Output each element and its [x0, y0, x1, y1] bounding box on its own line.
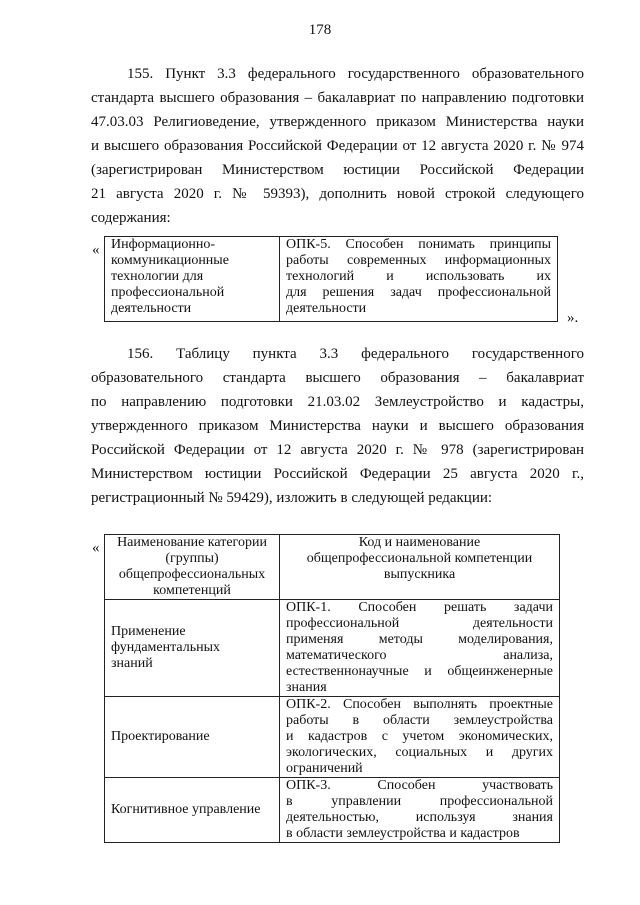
- header-category: [105, 535, 280, 600]
- cell-line: компетенций: [153, 583, 231, 598]
- cell-line: коммуникационные: [111, 253, 229, 268]
- cell-line: выпускника: [383, 567, 456, 582]
- cell-line: деятельностью, используя знания: [286, 810, 553, 825]
- cell-line: профессиональной деятельности: [286, 616, 553, 631]
- text-line: Министерством юстиции Российской Федерации 25 августа 2020 г.,: [91, 466, 584, 482]
- quote-open: «: [92, 242, 100, 258]
- text-line: образовательного стандарта высшего образования – бакалавриат: [91, 370, 584, 386]
- cell-line: математического анализа,: [286, 648, 553, 663]
- competence-cell: [280, 237, 558, 322]
- cell-line: знания: [286, 680, 327, 695]
- cell-line: в управлении профессиональной: [286, 794, 553, 809]
- category-cell: [105, 600, 280, 697]
- cell-line: Информационно-: [111, 237, 216, 252]
- category-cell: [105, 237, 280, 322]
- cell-line: применяя методы моделирования,: [286, 632, 553, 647]
- cell-line: ограничений: [286, 761, 363, 776]
- table-addition-155: [104, 236, 558, 322]
- cell-line: (группы): [165, 551, 219, 566]
- cell-line: Наименование категории: [117, 535, 267, 550]
- cell-line: технологий и использовать их: [286, 269, 551, 284]
- text-line: по направлению подготовки 21.03.02 Землеустройство и кадастры,: [91, 394, 584, 410]
- cell-line: для решения задач профессиональной: [286, 285, 551, 300]
- text-line: 155. Пункт 3.3 федерального государственного образовательного: [127, 66, 584, 82]
- cell-line: ОПК-3. Способен участвовать: [286, 778, 553, 793]
- cell-line: Применение: [111, 624, 186, 639]
- paragraph-155: [91, 62, 584, 230]
- table-competencies-156: [104, 534, 560, 843]
- page-number: 178: [308, 22, 332, 38]
- table-row: [105, 778, 560, 843]
- cell-line: фундаментальных: [111, 640, 221, 655]
- header-competence: [280, 535, 560, 600]
- text-line: стандарта высшего образования – бакалавриат по направлению подготовки: [91, 90, 584, 106]
- text-line: регистрационный № 59429), изложить в следующей редакции:: [91, 490, 493, 506]
- cell-line: общепрофессиональной компетенции: [306, 551, 533, 566]
- cell-line: естественнонаучные и общеинженерные: [286, 664, 553, 679]
- text-line: 47.03.03 Религиоведение, утвержденного приказом Министерства науки: [91, 114, 584, 130]
- table-header-row: [105, 535, 560, 600]
- text-line: Российской Федерации от 12 августа 2020 г. № 978 (зарегистрирован: [91, 442, 584, 458]
- competence-cell: [280, 697, 560, 778]
- cell-line: деятельности: [111, 301, 192, 316]
- text-line: утвержденного приказом Министерства науки и высшего образования: [91, 418, 584, 434]
- competence-cell: [280, 600, 560, 697]
- cell-line: Проектирование: [111, 729, 210, 744]
- cell-line: технологии для: [111, 269, 204, 284]
- cell-line: Когнитивное управление: [111, 802, 261, 817]
- cell-line: и кадастров с учетом экономических,: [286, 729, 553, 744]
- text-line: 156. Таблицу пункта 3.3 федерального государственного: [127, 346, 584, 362]
- quote-close: ».: [567, 310, 579, 326]
- cell-line: работы в области землеустройства: [286, 713, 553, 728]
- category-cell: [105, 697, 280, 778]
- cell-line: знаний: [111, 656, 153, 671]
- cell-line: деятельности: [286, 301, 367, 316]
- cell-line: ОПК-5. Способен понимать принципы: [286, 237, 551, 252]
- text-line: 21 августа 2020 г. № 59393), дополнить новой строкой следующего: [91, 186, 584, 202]
- cell-line: ОПК-2. Способен выполнять проектные: [286, 697, 553, 712]
- text-line: и высшего образования Российской Федерации от 12 августа 2020 г. № 974: [91, 138, 584, 154]
- cell-line: профессиональной: [111, 285, 225, 300]
- quote-open-2: «: [92, 540, 100, 556]
- text-line: (зарегистрирован Министерством юстиции Российской Федерации: [91, 162, 584, 178]
- text-line: содержания:: [91, 210, 171, 226]
- cell-line: экологических, социальных и других: [286, 745, 553, 760]
- competence-cell: [280, 778, 560, 843]
- cell-line: общепрофессиональных: [118, 567, 266, 582]
- cell-line: ОПК-1. Способен решать задачи: [286, 600, 553, 615]
- paragraph-156: [91, 342, 584, 510]
- cell-line: в области землеустройства и кадастров: [286, 826, 520, 841]
- cell-line: Код и наименование: [358, 535, 481, 550]
- table-row: [105, 237, 558, 322]
- table-row: [105, 697, 560, 778]
- table-row: [105, 600, 560, 697]
- cell-line: работы современных информационных: [286, 253, 551, 268]
- category-cell: [105, 778, 280, 843]
